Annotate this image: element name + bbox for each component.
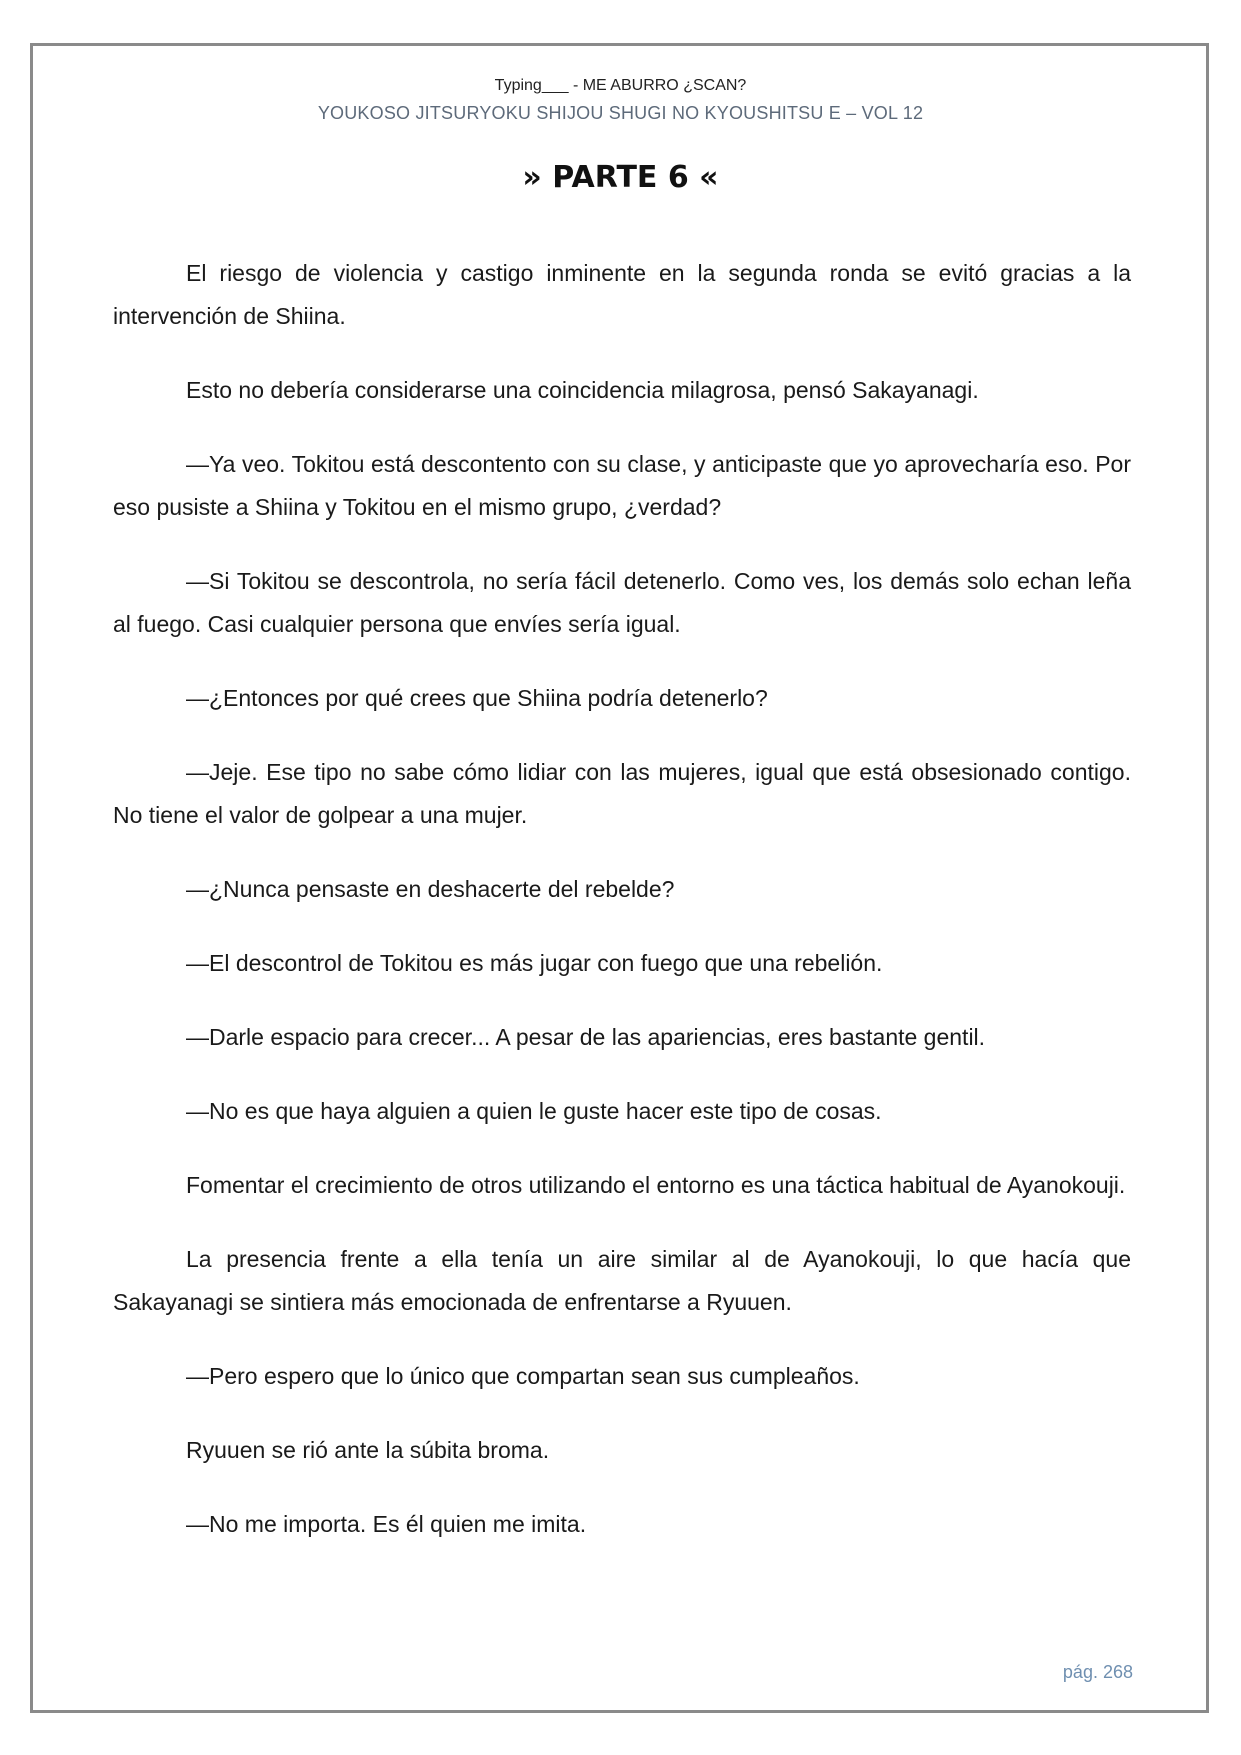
paragraph: Ryuuen se rió ante la súbita broma. bbox=[186, 1437, 550, 1463]
page-number: pág. 268 bbox=[1062, 1662, 1133, 1682]
body-text bbox=[113, 252, 1131, 1577]
paragraph: —¿Nunca pensaste en deshacerte del rebelde? bbox=[186, 876, 675, 902]
chapter-title: » PARTE 6 « bbox=[522, 160, 719, 195]
paragraph: La presencia frente a ella tenía un aire similar al de Ayanokouji, lo que hacía que Sakayanagi se sintiera más emocionada de enfrentarse a Ryuuen. bbox=[113, 1246, 1131, 1315]
paragraph: —Darle espacio para crecer... A pesar de las apariencias, eres bastante gentil. bbox=[186, 1024, 986, 1050]
paragraph: El riesgo de violencia y castigo inminente en la segunda ronda se evitó gracias a la intervención de Shiina. bbox=[113, 260, 1131, 329]
paragraph: —Ya veo. Tokitou está descontento con su clase, y anticipaste que yo aprovecharía eso. Por eso pusiste a Shiina y Tokitou en el mismo grupo, ¿verdad? bbox=[113, 451, 1131, 520]
header-typing-credit: Typing___ - ME ABURRO ¿SCAN? bbox=[494, 77, 747, 94]
paragraph: —Pero espero que lo único que compartan sean sus cumpleaños. bbox=[186, 1363, 860, 1389]
paragraph: —No me importa. Es él quien me imita. bbox=[186, 1511, 587, 1537]
paragraph: —No es que haya alguien a quien le guste hacer este tipo de cosas. bbox=[186, 1098, 882, 1124]
paragraph: —¿Entonces por qué crees que Shiina podría detenerlo? bbox=[186, 685, 768, 711]
paragraph: —Jeje. Ese tipo no sabe cómo lidiar con las mujeres, igual que está obsesionado contigo. No tiene el valor de golpear a una mujer. bbox=[113, 759, 1131, 828]
paragraph: —El descontrol de Tokitou es más jugar con fuego que una rebelión. bbox=[186, 950, 883, 976]
paragraph: Esto no debería considerarse una coincidencia milagrosa, pensó Sakayanagi. bbox=[186, 377, 979, 403]
paragraph: Fomentar el crecimiento de otros utilizando el entorno es una táctica habitual de Ayanokouji. bbox=[186, 1172, 1126, 1198]
header-series-title: YOUKOSO JITSURYOKU SHIJOU SHUGI NO KYOUSHITSU E – VOL 12 bbox=[317, 103, 924, 123]
paragraph: —Si Tokitou se descontrola, no sería fácil detenerlo. Como ves, los demás solo echan leña al fuego. Casi cualquier persona que envíes sería igual. bbox=[113, 568, 1131, 637]
